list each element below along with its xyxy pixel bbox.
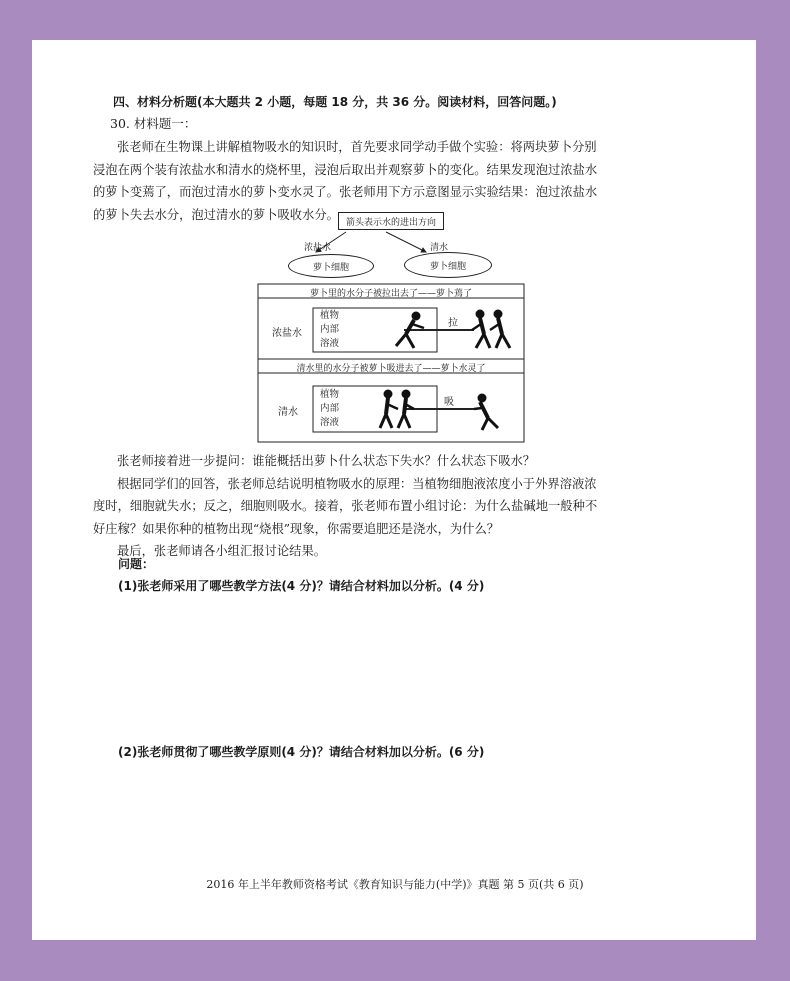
- inner-line: 内部: [320, 324, 340, 335]
- inner-line: 溶液: [320, 417, 340, 428]
- inner-line: 溶液: [320, 338, 340, 349]
- osmosis-diagram: [256, 212, 526, 444]
- row1-caption: 萝卜里的水分子被拉出去了——萝卜蔫了: [309, 289, 472, 299]
- row2-figure-left-2: [398, 390, 414, 428]
- row1-inner-text: [320, 309, 339, 351]
- paragraph-2: [93, 450, 658, 563]
- row1-figure-right-1: [472, 310, 490, 348]
- row2-figure-left-1: [380, 390, 398, 428]
- paragraph-1-line: 的萝卜变蔫了，而泡过清水的萝卜变水灵了。张老师用下方示意图显示实验结果：泡过浓盐水: [93, 185, 598, 199]
- row2-side-label: 清水: [278, 407, 298, 418]
- section-heading: 四、材料分析题(本大题共 2 小题，每题 18 分，共 36 分。阅读材料，回答问题。): [113, 95, 557, 109]
- row1-side-label: 浓盐水: [272, 328, 302, 339]
- paragraph-1-line: 浸泡在两个装有浓盐水和清水的烧杯里，浸泡后取出并观察萝卜的变化。结果发现泡过浓盐水: [93, 162, 598, 177]
- arrow-right: [386, 232, 426, 252]
- ellipse-cell-right: 萝卜细胞: [404, 252, 492, 278]
- row2-figure-right: [474, 394, 498, 430]
- questions-label: 问题：: [118, 557, 155, 571]
- paragraph-1-line: 的萝卜失去水分，泡过清水的萝卜吸收水分。: [93, 207, 339, 222]
- inner-line: 内部: [320, 403, 340, 414]
- label-salt-water: 浓盐水: [304, 243, 332, 253]
- question-2: (2)张老师贯彻了哪些教学原则(4 分)？请结合材料加以分析。(6 分): [118, 745, 485, 759]
- row1-figure-right-2: [490, 310, 510, 348]
- paragraph-2-line: 根据同学们的回答，张老师总结说明植物吸水的原理：当植物细胞液浓度小于外界溶液浓: [117, 476, 597, 491]
- paragraph-2-line: 张老师接着进一步提问：谁能概括出萝卜什么状态下失水？什么状态下吸水？: [117, 454, 536, 468]
- row2-action-label: 吸: [444, 397, 454, 408]
- paragraph-2-line: 好庄稼？如果你种的植物出现“烧根”现象，你需要追肥还是浇水，为什么？: [93, 521, 500, 536]
- paragraph-2-line: 最后，张老师请各小组汇报讨论结果。: [117, 544, 327, 558]
- question-number: 30. 材料题一：: [110, 116, 197, 131]
- paragraph-2-line: 度时，细胞就失水；反之，细胞则吸水。接着，张老师布置小组讨论：为什么盐碱地一般种不: [93, 499, 598, 513]
- inner-line: 植物: [320, 389, 340, 400]
- question-1: (1)张老师采用了哪些教学方法(4 分)？请结合材料加以分析。(4 分): [118, 579, 485, 593]
- row2-caption: 清水里的水分子被萝卜吸进去了——萝卜水灵了: [296, 364, 486, 374]
- diagram-top-box: 箭头表示水的进出方向: [338, 212, 444, 230]
- ellipse-cell-left: 萝卜细胞: [288, 254, 374, 278]
- label-clear-water: 清水: [430, 243, 449, 253]
- row2-inner-text: [320, 388, 339, 430]
- inner-line: 植物: [320, 310, 340, 321]
- page-footer: 2016 年上半年教师资格考试《教育知识与能力(中学)》真题 第 5 页(共 6 页): [206, 878, 584, 891]
- paragraph-1-line: 张老师在生物课上讲解植物吸水的知识时，首先要求同学动手做个实验：将两块萝卜分别: [117, 140, 597, 154]
- row1-action-label: 拉: [448, 318, 458, 329]
